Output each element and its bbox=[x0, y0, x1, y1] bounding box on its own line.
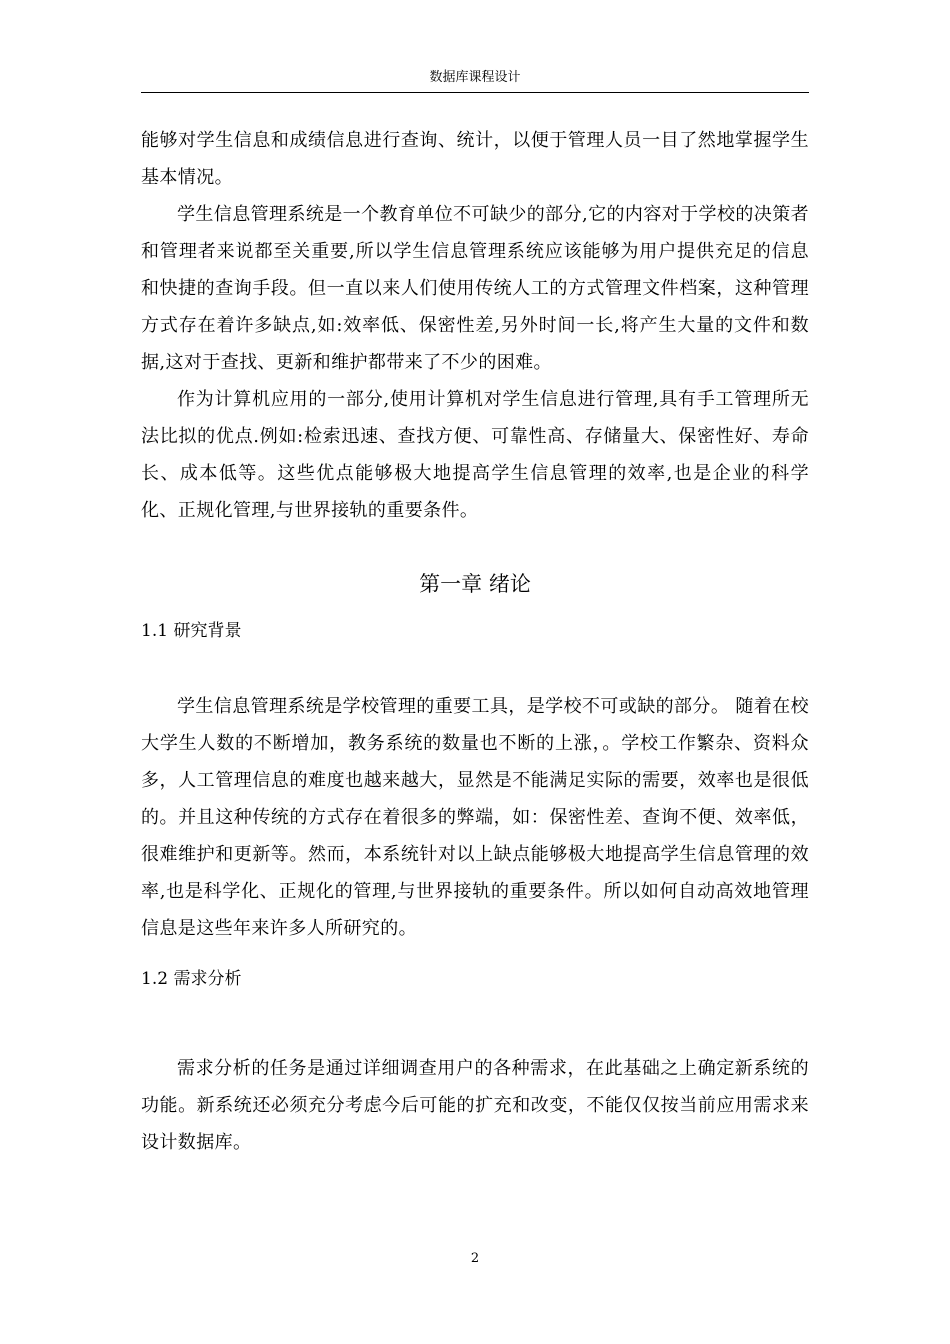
paragraph-system-importance: 学生信息管理系统是一个教育单位不可缺少的部分,它的内容对于学校的决策者和管理者来说都至关重要,所以学生信息管理系统应该能够为用户提供充足的信息和快捷的查询手段。但一直以来人们使用传统人工的方式管理文件档案，这种管理方式存在着许多缺点,如:效率低、保密性差,另外时间一长,将产生大量的文件和数据,这对于查找、更新和维护都带来了不少的困难。 bbox=[141, 204, 809, 373]
section-heading-requirements-analysis: 1.2 需求分析 bbox=[141, 969, 242, 989]
page-header bbox=[141, 67, 809, 93]
chapter-title: 第一章 绪论 bbox=[419, 572, 531, 596]
paragraph-continuation: 能够对学生信息和成绩信息进行查询、统计，以便于管理人员一目了然地掌握学生基本情况。 bbox=[141, 130, 809, 188]
header-title: 数据库课程设计 bbox=[429, 70, 521, 85]
paragraph-computer-advantages: 作为计算机应用的一部分,使用计算机对学生信息进行管理,具有手工管理所无法比拟的优点.例如:检索迅速、查找方便、可靠性高、存储量大、保密性好、寿命长、成本低等。这些优点能够极大地提高学生信息管理的效率,也是企业的科学化、正规化管理,与世界接轨的重要条件。 bbox=[141, 389, 809, 521]
paragraph-research-background: 学生信息管理系统是学校管理的重要工具，是学校不可或缺的部分。 随着在校大学生人数的不断增加，教务系统的数量也不断的上涨，。学校工作繁杂、资料众多，人工管理信息的难度也越来越大，显然是不能满足实际的需要，效率也是很低的。并且这种传统的方式存在着很多的弊端，如：保密性差、查询不便、效率低，很难维护和更新等。然而，本系统针对以上缺点能够极大地提高学生信息管理的效率,也是科学化、正规化的管理,与世界接轨的重要条件。所以如何自动高效地管理信息是这些年来许多人所研究的。 bbox=[141, 696, 809, 939]
page-number: 2 bbox=[470, 1251, 480, 1266]
paragraph-requirements-analysis: 需求分析的任务是通过详细调查用户的各种需求，在此基础之上确定新系统的功能。新系统还必须充分考虑今后可能的扩充和改变，不能仅仅按当前应用需求来设计数据库。 bbox=[141, 1058, 809, 1153]
section-heading-research-background: 1.1 研究背景 bbox=[141, 621, 242, 641]
